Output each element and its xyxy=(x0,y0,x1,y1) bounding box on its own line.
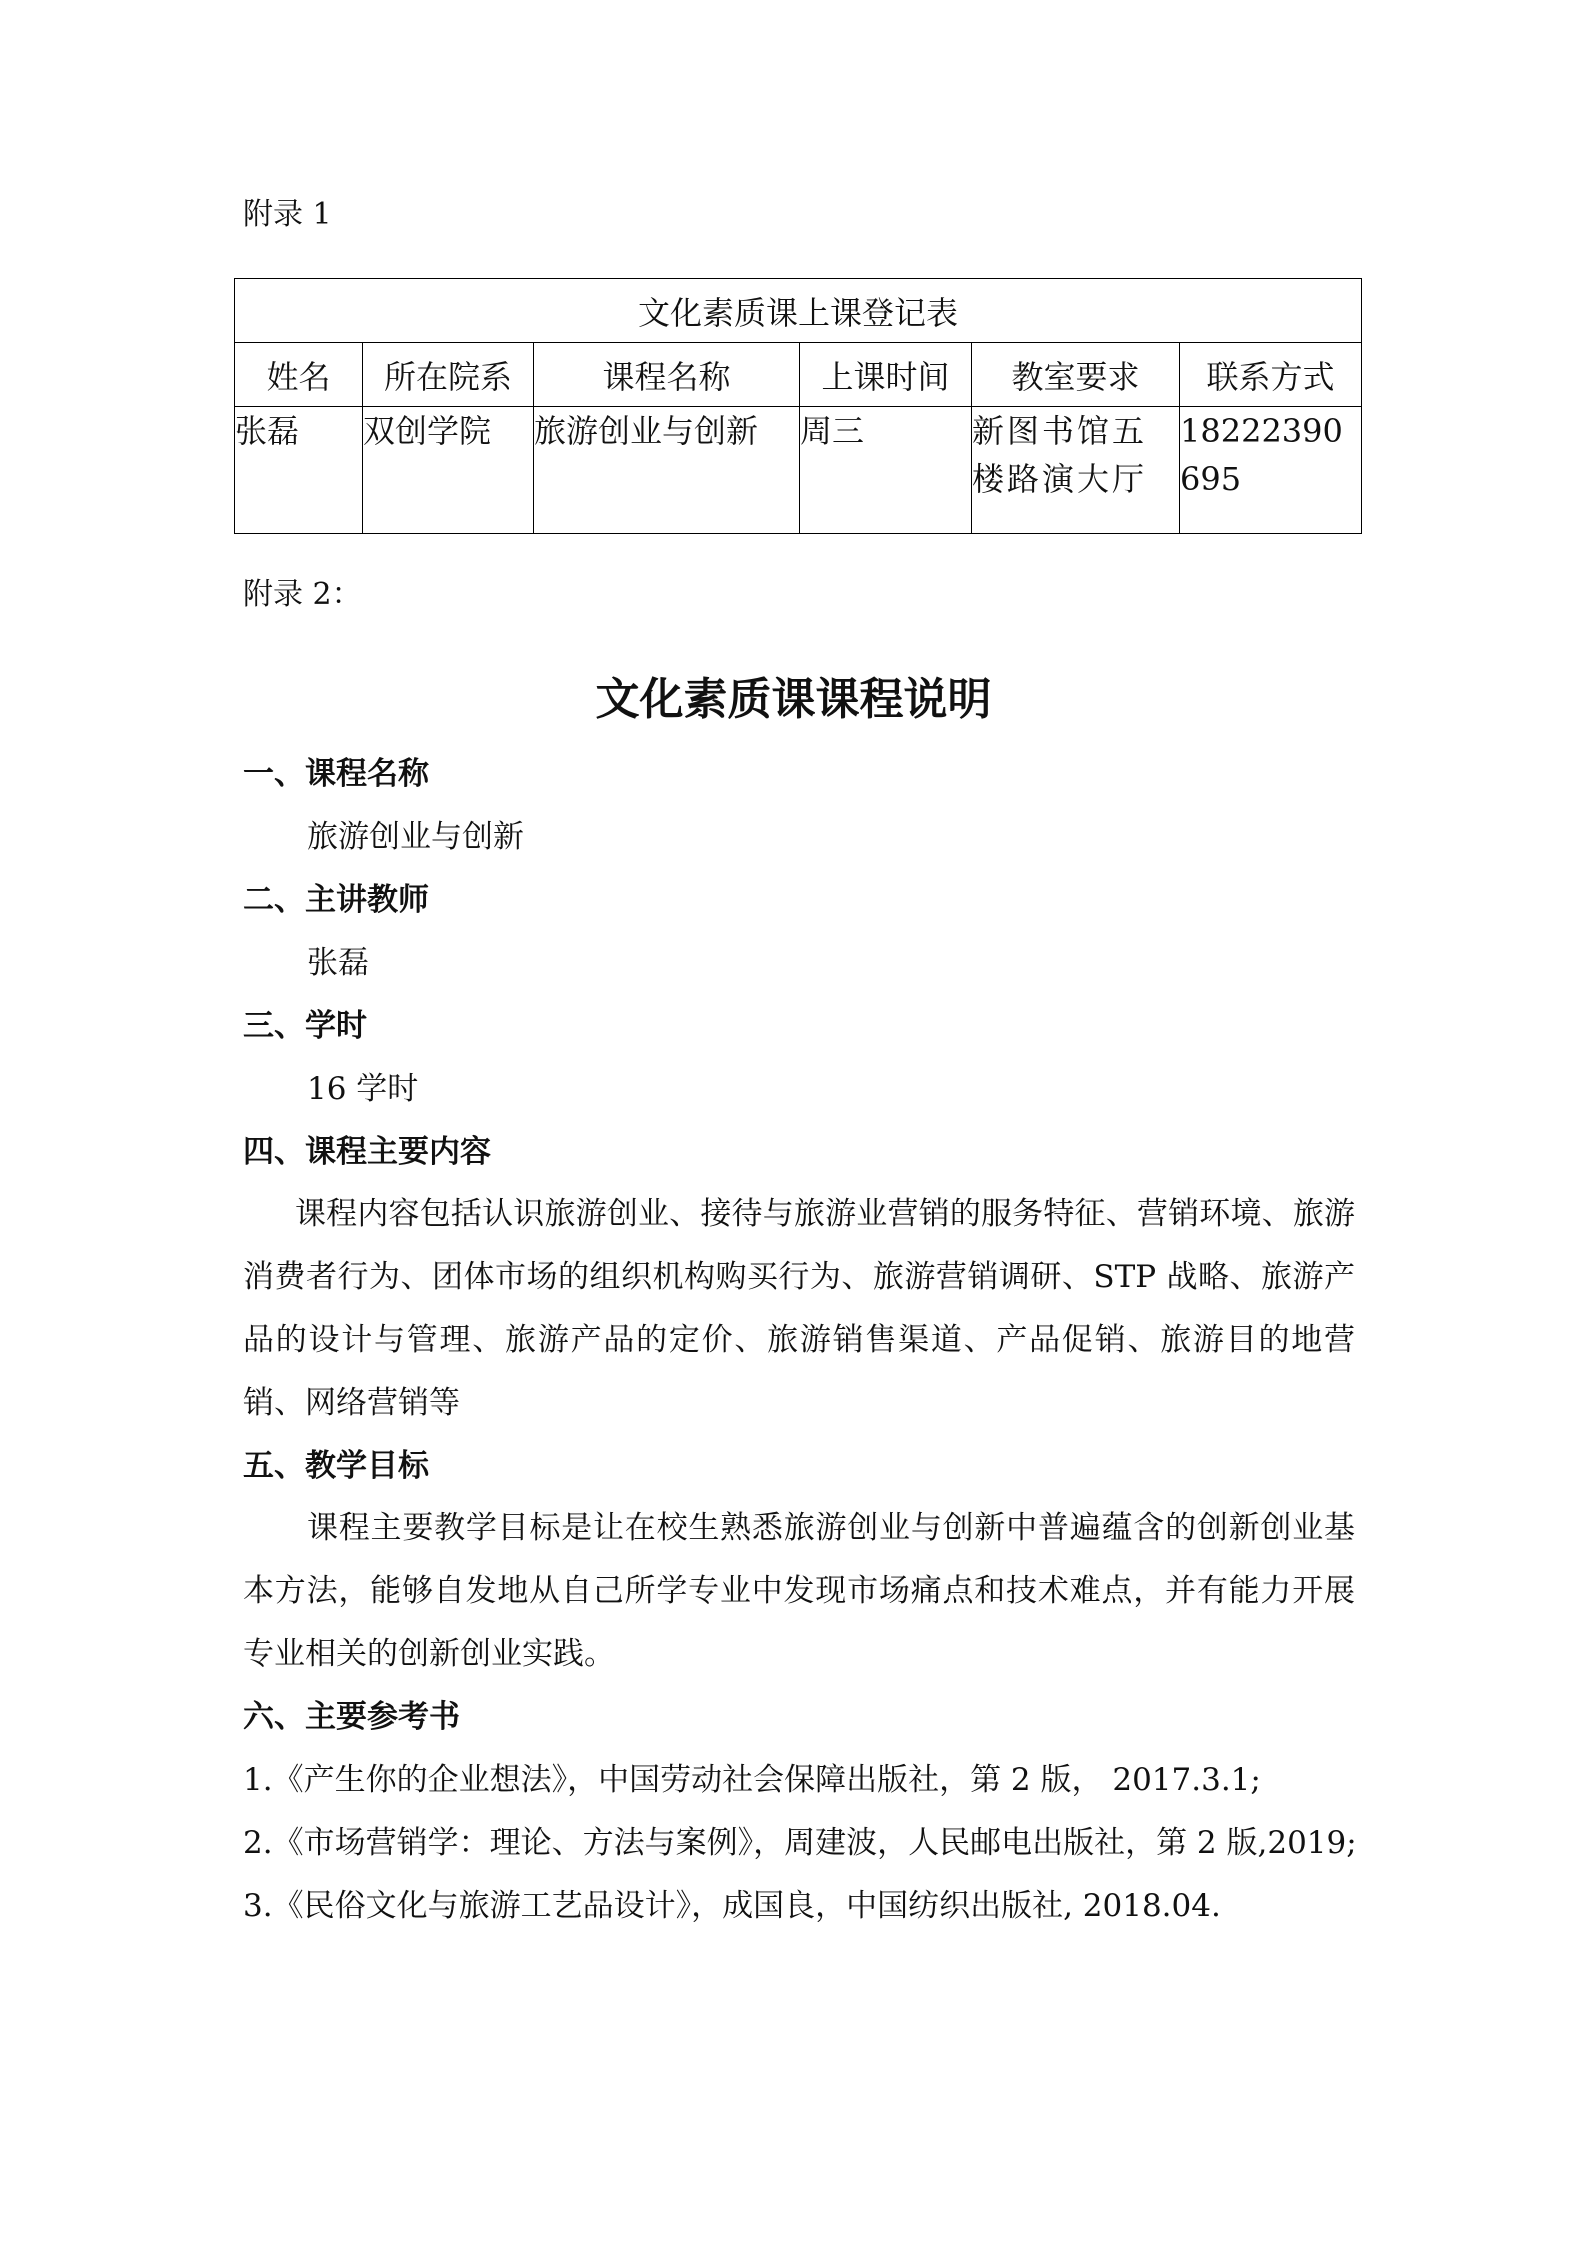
reference-item-3: 3.《民俗文化与旅游工艺品设计》，成国良，中国纺织出版社, 2018.04. xyxy=(243,1888,1221,1924)
section-6-heading: 六、主要参考书 xyxy=(243,1699,460,1735)
section-1-heading: 一、课程名称 xyxy=(243,756,429,792)
cell-course-name: 旅游创业与创新 xyxy=(534,407,800,534)
section-3-value: 16 学时 xyxy=(307,1071,419,1107)
section-1-value: 旅游创业与创新 xyxy=(307,819,524,855)
section-5-heading: 五、教学目标 xyxy=(243,1448,429,1484)
reference-item-1: 1.《产生你的企业想法》，中国劳动社会保障出版社，第 2 版， 2017.3.1; xyxy=(243,1762,1261,1798)
cell-class-time: 周三 xyxy=(800,407,972,534)
appendix-2-label: 附录 2： xyxy=(243,577,362,612)
document-title: 文化素质课课程说明 xyxy=(595,674,992,725)
registration-table-title: 文化素质课上课登记表 xyxy=(235,279,1362,343)
header-name: 姓名 xyxy=(235,343,363,407)
section-2-value: 张磊 xyxy=(307,945,369,981)
section-4-paragraph: 课程内容包括认识旅游创业、接待与旅游业营销的服务特征、营销环境、旅游消费者行为、团体市场的组织机构购买行为、旅游营销调研、STP 战略、旅游产品的设计与管理、旅游产品的定价、旅游销售渠道、产品促销、旅游目的地营销、网络营销等 xyxy=(243,1196,1355,1421)
reference-item-2: 2.《市场营销学：理论、方法与案例》，周建波，人民邮电出版社，第 2 版,2019; xyxy=(243,1825,1357,1861)
cell-contact: 18222390695 xyxy=(1180,407,1362,534)
header-class-time: 上课时间 xyxy=(800,343,972,407)
registration-table xyxy=(234,278,1362,534)
section-2-heading: 二、主讲教师 xyxy=(243,882,429,918)
header-classroom: 教室要求 xyxy=(972,343,1180,407)
section-5-paragraph: 课程主要教学目标是让在校生熟悉旅游创业与创新中普遍蕴含的创新创业基本方法，能够自发地从自己所学专业中发现市场痛点和技术难点，并有能力开展专业相关的创新创业实践。 xyxy=(243,1510,1355,1672)
header-contact: 联系方式 xyxy=(1180,343,1362,407)
cell-classroom: 新图书馆五楼路演大厅 xyxy=(972,407,1180,534)
section-3-heading: 三、学时 xyxy=(243,1008,367,1044)
header-course-name: 课程名称 xyxy=(534,343,800,407)
appendix-1-label: 附录 1 xyxy=(243,197,332,232)
cell-department: 双创学院 xyxy=(363,407,534,534)
section-4-heading: 四、课程主要内容 xyxy=(243,1134,491,1170)
header-department: 所在院系 xyxy=(363,343,534,407)
cell-name: 张磊 xyxy=(235,407,363,534)
